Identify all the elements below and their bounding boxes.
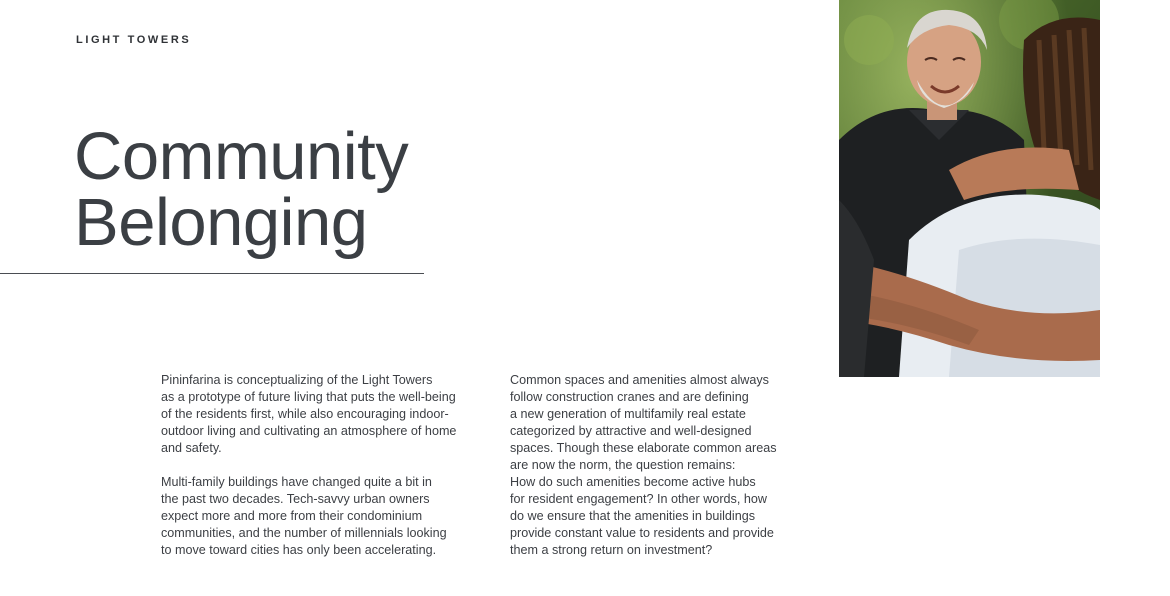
page-title-line-1: Community bbox=[74, 119, 409, 194]
body-paragraph: Multi-family buildings have changed quite a bit in the past two decades. Tech-savvy urban owners expect more and more from their condominium communities, and the number of millennials looking to move toward cities has only been accelerating. bbox=[161, 475, 447, 557]
page-title-line-2: Belonging bbox=[74, 185, 368, 260]
brand-name: LIGHT TOWERS bbox=[76, 34, 192, 46]
community-photo bbox=[839, 0, 1100, 377]
title-divider bbox=[0, 273, 424, 274]
body-column-left bbox=[161, 372, 491, 576]
body-paragraph: Common spaces and amenities almost always follow construction cranes and are defining a new generation of multifamily real estate categorized by attractive and well-designed spaces. Though these elaborate common areas are now the norm, the question remains: How do such amenities become active hubs for resident engagement? In other words, how do we ensure that the amenities in buildings provide constant value to residents and provide them a strong return on investment? bbox=[510, 373, 777, 557]
body-paragraph: Pininfarina is conceptualizing of the Light Towers as a prototype of future living that puts the well-being of the residents first, while also encouraging indoor- outdoor living and cultivating an atmosphere of home and safety. bbox=[161, 373, 457, 455]
body-column-right bbox=[510, 372, 840, 576]
page-title bbox=[74, 119, 409, 260]
